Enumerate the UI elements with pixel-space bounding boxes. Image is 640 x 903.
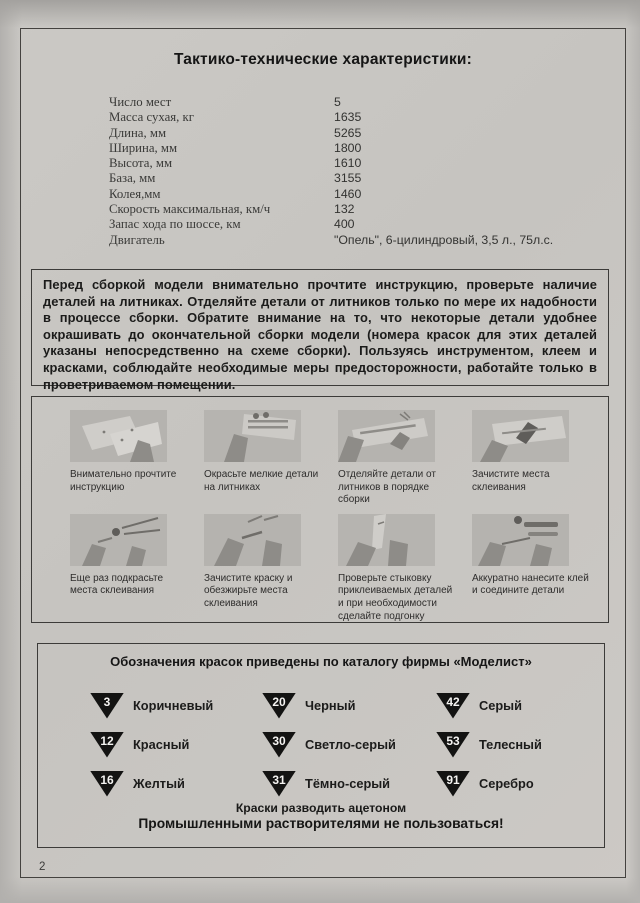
paint-code-number: 91 [446, 772, 460, 787]
step-caption: Аккуратно нанесите клей и соедините детали [472, 572, 589, 597]
paint-code-triangle-icon [262, 732, 296, 758]
spec-label: Запас хода по шоссе, км [109, 217, 241, 232]
step-photo-read-instructions [70, 410, 167, 462]
page-number: 2 [39, 861, 46, 873]
table-row [109, 141, 609, 156]
step-photo-test-fit [338, 514, 435, 566]
paint-codes-box [37, 643, 605, 848]
step-caption: Внимательно прочтите инструкцию [70, 469, 177, 493]
spec-value: 400 [334, 217, 355, 232]
paint-item [262, 693, 436, 719]
step-item [70, 410, 204, 507]
step-item [472, 410, 606, 507]
spec-label: Скорость максимальная, км/ч [109, 202, 271, 217]
paint-name: Телесный [479, 737, 542, 752]
spec-value: 1460 [334, 186, 362, 201]
paint-item [262, 771, 436, 797]
paint-code-triangle-icon [262, 771, 296, 797]
paint-name: Коричневый [133, 698, 214, 713]
paint-code-triangle-icon [436, 732, 470, 758]
spec-label: Ширина, мм [109, 140, 178, 155]
spec-label: Высота, мм [109, 156, 173, 171]
paint-name: Красный [133, 737, 190, 752]
step-caption: Окрасьте мелкие детали на литниках [204, 469, 319, 493]
paint-name: Желтый [133, 776, 185, 791]
step-photo-touch-up-paint [70, 514, 167, 566]
paint-item [436, 771, 594, 797]
step-photo-detach-parts [338, 410, 435, 462]
paint-item [90, 693, 262, 719]
step-photo-clean-degrease [204, 514, 301, 566]
page-title: Тактико-технические характеристики: [173, 51, 472, 68]
paint-code-triangle-icon [436, 693, 470, 719]
spec-value: 5 [334, 95, 341, 109]
paint-name: Светло-серый [305, 737, 396, 752]
table-row [109, 233, 609, 248]
paint-codes-heading: Обозначения красок приведены по каталогу фирмы «Моделист» [110, 654, 532, 669]
paint-item [262, 732, 436, 758]
step-caption: Еще раз подкрасьте места склеивания [70, 572, 164, 597]
step-item [204, 514, 338, 623]
step-item [204, 410, 338, 507]
spec-label: Число мест [109, 95, 172, 109]
step-item [338, 514, 472, 623]
table-row [109, 187, 609, 202]
paint-code-number: 53 [446, 733, 460, 748]
spec-value: "Опель", 6-цилиндровый, 3,5 л., 75л.с. [334, 232, 554, 247]
paint-code-number: 42 [446, 694, 460, 709]
spec-label: Длина, мм [109, 125, 167, 140]
table-row [109, 95, 609, 110]
assembly-steps-box [31, 396, 609, 623]
paint-item [90, 771, 262, 797]
table-row [109, 126, 609, 141]
step-item [472, 514, 606, 623]
paint-item [436, 732, 594, 758]
spec-value: 1635 [334, 110, 362, 125]
paint-code-triangle-icon [90, 771, 124, 797]
spec-label: Колея,мм [109, 186, 161, 201]
paint-code-number: 12 [100, 733, 114, 748]
table-row [109, 217, 609, 232]
assembly-notice-text: Перед сборкой модели внимательно прочтите инструкцию, проверьте наличие деталей на литниках. Отделяйте детали от литников только по мере их надобности в процессе сборки. Обратите внимание на то, что некоторые детали удобнее окрашивать до окончательной сборки модели (номера красок для этих деталей указаны непосредственно на схеме сборки). Пользуясь инструментом, клеем и красками, соблюдайте необходимые меры предосторожности, работайте только в проветриваемом помещении. [43, 277, 597, 392]
table-row [109, 171, 609, 186]
thinner-note: Краски разводить ацетоном [235, 801, 407, 815]
step-caption: Зачистите краску и обезжирьте места склеивания [204, 572, 293, 609]
spec-value: 5265 [334, 125, 362, 140]
step-caption: Отделяйте детали от литников в порядке сборки [338, 469, 436, 506]
spec-label: База, мм [109, 171, 156, 186]
paint-code-number: 3 [103, 694, 111, 709]
paint-code-triangle-icon [262, 693, 296, 719]
paint-code-number: 30 [272, 733, 286, 748]
paint-code-number: 20 [272, 694, 286, 709]
paint-name: Черный [305, 698, 356, 713]
table-row [109, 202, 609, 217]
spec-value: 3155 [334, 171, 362, 186]
step-item [338, 410, 472, 507]
step-photo-apply-glue [472, 514, 569, 566]
paint-code-triangle-icon [90, 693, 124, 719]
paint-code-triangle-icon [90, 732, 124, 758]
assembly-steps-grid [70, 410, 608, 630]
paint-code-triangle-icon [436, 771, 470, 797]
spec-value: 1800 [334, 140, 362, 155]
paint-name: Тёмно-серый [305, 776, 391, 791]
paint-codes-grid [90, 686, 594, 803]
paint-name: Серый [479, 698, 522, 713]
step-caption: Зачистите места склеивания [472, 469, 550, 493]
spec-label: Масса сухая, кг [109, 110, 195, 125]
paint-code-number: 16 [100, 772, 114, 787]
spec-value: 132 [334, 202, 355, 217]
spec-label: Двигатель [109, 232, 165, 247]
step-caption: Проверьте стыковку приклеиваемых деталей и при необходимости сделайте подгонку [338, 572, 453, 622]
solvent-warning: Промышленными растворителями не пользоваться! [138, 816, 504, 831]
assembly-notice-box [31, 269, 609, 392]
step-photo-sand-joints [472, 410, 569, 462]
spec-value: 1610 [334, 156, 362, 171]
paint-item [436, 693, 594, 719]
table-row [109, 156, 609, 171]
table-row [109, 110, 609, 125]
page-border-frame [20, 28, 626, 878]
paint-code-number: 31 [272, 772, 286, 787]
step-item [70, 514, 204, 623]
paint-name: Серебро [479, 776, 534, 791]
spec-table [109, 95, 609, 248]
paint-item [90, 732, 262, 758]
step-photo-paint-small-parts [204, 410, 301, 462]
